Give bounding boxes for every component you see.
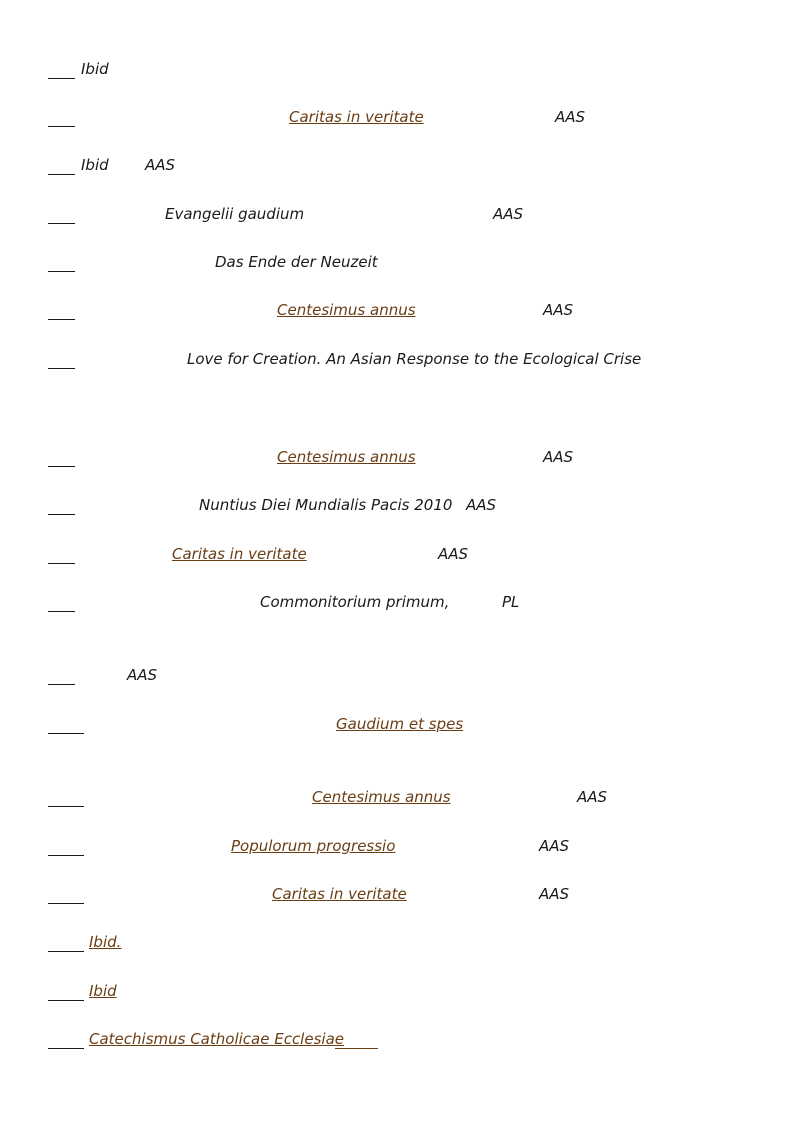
footnote-14 [0,788,793,810]
footnote-5 [0,253,793,275]
footnote-text: AAS [127,666,158,684]
footnote-16 [0,885,793,907]
footnote-rule [48,553,75,564]
footnote-8 [0,448,793,470]
footnote-12 [0,666,793,688]
footnote-rule [48,358,75,369]
footnote-rule [48,990,84,1001]
footnote-rule [48,893,84,904]
footnote-rule [48,261,75,272]
footnote-13 [0,715,793,737]
footnote-text: Ibid [81,156,109,174]
footnote-2 [0,108,793,130]
footnote-text: AAS [577,788,608,806]
footnote-3 [0,156,793,178]
footnote-rule [48,68,75,79]
footnote-rule [48,941,84,952]
footnote-rule [48,845,84,856]
document-link[interactable]: Caritas in veritate [272,885,407,903]
footnote-rule [48,504,75,515]
footnote-text: AAS [145,156,176,174]
footnote-10 [0,545,793,567]
footnote-11 [0,593,793,615]
document-link[interactable]: Ibid [89,982,117,1000]
footnote-9 [0,496,793,518]
footnote-text: PL [502,593,520,611]
footnote-text: AAS [543,301,574,319]
footnote-text: Das Ende der Neuzeit [215,253,378,271]
footnote-rule [48,723,84,734]
footnote-7 [0,350,793,372]
footnote-text: AAS [466,496,497,514]
footnote-18 [0,982,793,1004]
footnote-text: AAS [543,448,574,466]
document-link[interactable]: Catechismus Catholicae Ecclesiae [89,1030,344,1048]
footnote-text: Ibid [81,60,109,78]
footnote-text: AAS [555,108,586,126]
footnote-rule [48,1038,84,1049]
document-link[interactable]: Caritas in veritate [172,545,307,563]
document-link[interactable]: Centesimus annus [277,448,416,466]
footnote-text: Nuntius Diei Mundialis Pacis 2010 [199,496,453,514]
footnote-text: AAS [539,837,570,855]
footnote-19 [0,1030,793,1052]
footnote-rule [48,674,75,685]
link-underline-trail [335,1038,378,1049]
footnote-17 [0,933,793,955]
footnote-rule [48,309,75,320]
document-link[interactable]: Centesimus annus [277,301,416,319]
footnote-text: Evangelii gaudium [165,205,305,223]
footnote-rule [48,164,75,175]
footnote-rule [48,116,75,127]
footnote-1 [0,60,793,82]
document-link[interactable]: Centesimus annus [312,788,451,806]
footnote-rule [48,796,84,807]
document-link[interactable]: Gaudium et spes [336,715,464,733]
footnote-text: AAS [539,885,570,903]
document-link[interactable]: Populorum progressio [231,837,396,855]
footnote-rule [48,601,75,612]
document-link[interactable]: Ibid. [89,933,122,951]
footnote-text: AAS [438,545,469,563]
footnote-4 [0,205,793,227]
footnote-6 [0,301,793,323]
footnote-text: Commonitorium primum, [260,593,450,611]
footnote-text: AAS [493,205,524,223]
footnote-rule [48,456,75,467]
footnote-rule [48,213,75,224]
footnote-15 [0,837,793,859]
footnote-text: Love for Creation. An Asian Response to the Ecological Crise [187,350,642,368]
document-link[interactable]: Caritas in veritate [289,108,424,126]
